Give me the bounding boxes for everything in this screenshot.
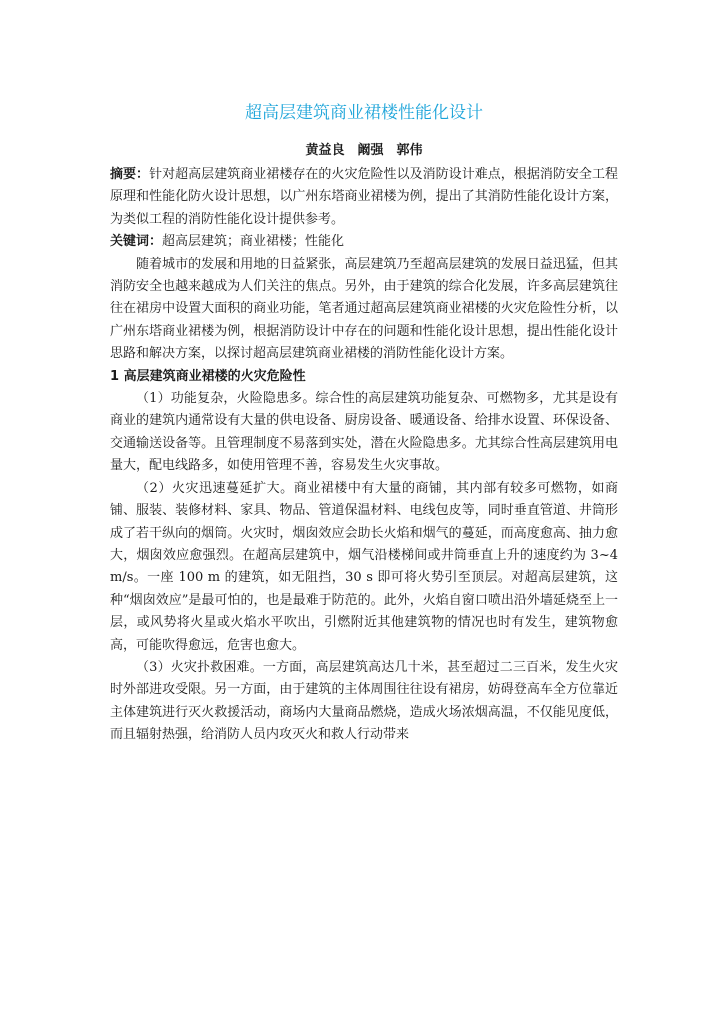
author-line: 黄益良 阚强 郭伟 [305, 143, 423, 158]
keywords-text: 超高层建筑；商业裙楼；性能化 [162, 234, 345, 250]
document-title: 超高层建筑商业裙楼性能化设计 [245, 103, 483, 123]
abstract [110, 164, 618, 231]
section-paragraph-2: （2）火灾迅速蔓延扩大。商业裙楼中有大量的商铺，其内部有较多可燃物，如商铺、服装、装修材料、家具、物品、管道保温材料、电线包皮等，同时垂直管道、井筒形成了若干纵向的烟筒。火灾时，烟囱效应会助长火焰和烟气的蔓延，而高度愈高、抽力愈大，烟囱效应愈强烈。在超高层建筑中，烟气沿楼梯间或井筒垂直上升的速度约为 3~4 m/s。一座 100 m 的建筑，如无阻挡，30 s 即可将火势引至顶层。对超高层建筑，这种“烟囱效应”是最可怕的，也是最难于防范的。此外，火焰自窗口喷出沿外墙延烧至上一层，或风势将火星或火焰水平吹出，引燃附近其他建筑物的情况也时有发生，建筑物愈高，可能吹得愈远，危害也愈大。 [110, 480, 618, 653]
section-paragraph-1: （1）功能复杂，火险隐患多。综合性的高层建筑功能复杂、可燃物多，尤其是设有商业的建筑内通常设有大量的供电设备、厨房设备、暖通设备、给排水设置、环保设备、交通输送设备等。且管理制度不易落到实处，潜在火险隐患多。尤其综合性高层建筑用电量大，配电线路多，如使用管理不善，容易发生火灾事故。 [110, 391, 618, 474]
keywords [110, 231, 618, 253]
document-page [110, 100, 618, 747]
section-heading: 1 高层建筑商业裙楼的火灾危险性 [110, 368, 306, 384]
keywords-label: 关键词： [110, 234, 163, 250]
abstract-text: 针对超高层建筑商业裙楼存在的火灾危险性以及消防设计难点，根据消防安全工程原理和性能化防火设计思想，以广州东塔商业裙楼为例，提出了其消防性能化设计方案，为类似工程的消防性能化设计提供参考。 [110, 167, 618, 227]
section-paragraph-3: （3）火灾扑救困难。一方面，高层建筑高达几十米，甚至超过二三百米，发生火灾时外部进攻受限。另一方面，由于建筑的主体周围往往设有裙房，妨碍登高车全方位靠近主体建筑进行灭火救援活动，商场内大量商品燃烧，造成火场浓烟高温，不仅能见度低，而且辐射热强，给消防人员内攻灭火和救人行动带来 [110, 659, 618, 743]
abstract-label: 摘要： [110, 167, 150, 182]
intro-paragraph: 随着城市的发展和用地的日益紧张，高层建筑乃至超高层建筑的发展日益迅猛，但其消防安全也越来越成为人们关注的焦点。另外，由于建筑的综合化发展，许多高层建筑往往在裙房中设置大面积的商业功能，笔者通过超高层建筑商业裙楼的火灾危险性分析，以广州东塔商业裙楼为例，根据消防设计中存在的问题和性能化设计思想，提出性能化设计思路和解决方案，以探讨超高层建筑商业裙楼的消防性能化设计方案。 [110, 256, 618, 362]
